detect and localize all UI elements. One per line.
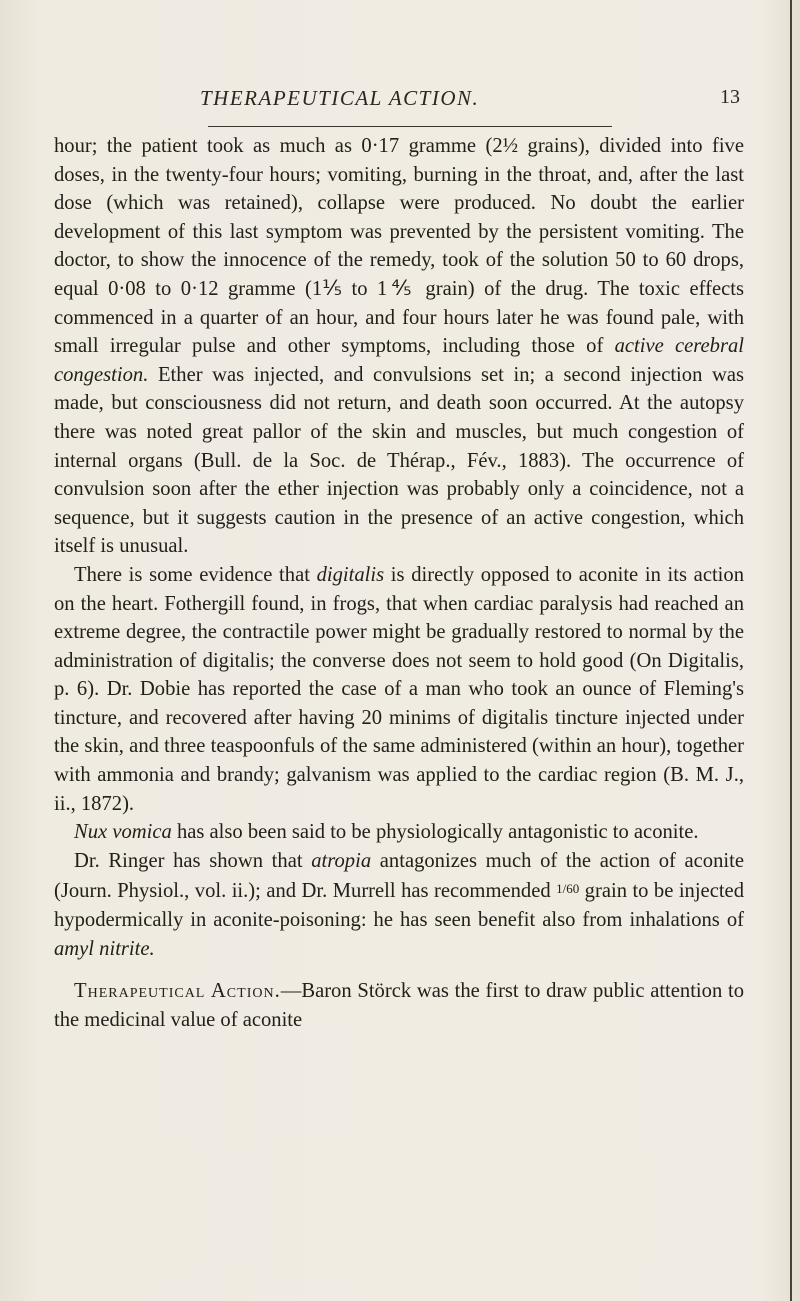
text-run: —Baron Störck was the first to draw public attention to the medicinal value of aconite xyxy=(54,980,744,1031)
paragraph xyxy=(54,132,744,561)
text-run: grain to be injected hypodermically in aconite-poisoning: he has seen benefit also from inhalations of xyxy=(54,880,744,932)
paragraph xyxy=(54,561,744,818)
page-number: 13 xyxy=(720,86,740,108)
running-head: THERAPEUTICAL ACTION. xyxy=(200,86,480,110)
text-run: Dr. Ringer has shown that xyxy=(74,849,312,872)
text-run: Ether was injected, and convulsions set in; a second injection was made, but consciousness did not return, and death soon occurred. At the autopsy there was noted great pallor of the skin and muscles, but much congestion of internal organs (Bull. de la Soc. de Thérap., Fév., 1883). The occurrence of convulsion soon after the ether injection was probably only a coincidence, not a sequence, but it suggests caution in the presence of an active congestion, which itself is unusual. xyxy=(54,363,744,558)
body-text xyxy=(54,132,744,1034)
italic-text: amyl nitrite. xyxy=(54,937,155,960)
text-run: has also been said to be physiologically antagonistic to aconite. xyxy=(171,821,699,844)
fraction: 1/60 xyxy=(556,881,580,897)
page-header xyxy=(48,86,748,116)
paragraph xyxy=(54,847,744,963)
text-run: hour; the patient took as much as 0·17 gramme (2½ grains), divided into five doses, in the twenty-four hours; vomiting, burning in the throat, and, after the last dose (which was retained), collapse were produced. No doubt the earlier development of this last symptom was prevented by the persistent vomiting. The doctor, to show the innocence of the remedy, took of the solution 50 to 60 drops, equal 0·08 to 0·12 gramme (1⅕ to 1⅘ grain) of the drug. The toxic effects commenced in a quarter of an hour, and four hours later he was found pale, with small irregular pulse and other symptoms, including those of xyxy=(54,135,744,358)
italic-text: digitalis xyxy=(316,563,385,586)
italic-text: atropia xyxy=(311,849,372,872)
italic-text: Nux vomica xyxy=(74,821,172,844)
section-heading: Therapeutical Action. xyxy=(74,980,281,1003)
text-run: is directly opposed to aconite in its action on the heart. Fothergill found, in frogs, that when cardiac paralysis had reached an extreme degree, the contractile power might be gradually restored to normal by the administration of digitalis; the converse does not seem to hold good (On Digitalis, p. 6). Dr. Dobie has reported the case of a man who took an ounce of Fleming's tincture, and recovered after having 20 minims of digitalis tincture injected under the skin, and three teaspoonfuls of the same administered (within an hour), together with ammonia and brandy; galvanism was applied to the cardiac region (B. M. J., ii., 1872). xyxy=(54,563,744,815)
text-run: antagonizes much of the action of aconite (Journ. Physiol., vol. ii.); and Dr. Murrell has recommended xyxy=(54,849,744,903)
text-run: There is some evidence that xyxy=(74,563,317,586)
italic-text: active cerebral congestion. xyxy=(54,335,744,386)
page-edge-rule xyxy=(790,0,792,1301)
header-rule xyxy=(208,126,612,127)
paragraph xyxy=(54,818,744,847)
paragraph xyxy=(54,977,744,1034)
paragraph-spacer xyxy=(54,963,744,977)
